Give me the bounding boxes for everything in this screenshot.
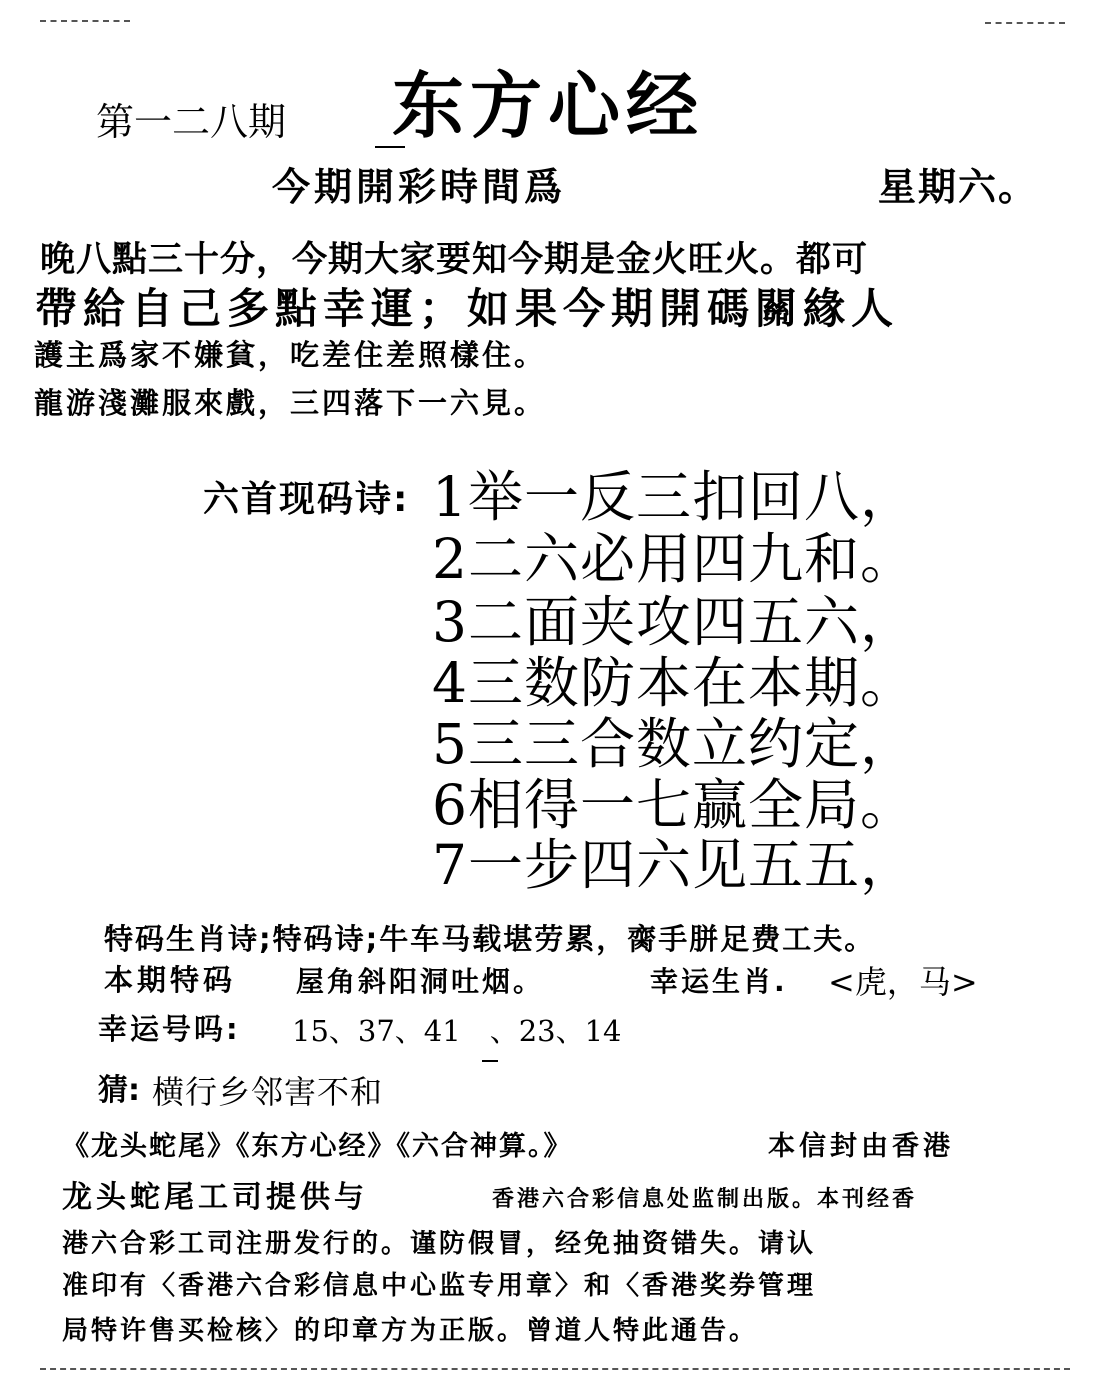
intro-line-1: 晚八點三十分，今期大家要知今期是金火旺火。都可: [40, 240, 869, 280]
issue-number: 第一二八期: [96, 100, 287, 144]
special-poem-line: 特码生肖诗;特码诗;牛车马载堪劳累，䐡手胼足费工夫。: [104, 922, 876, 956]
lucky-numbers: 15、37、41 、23、14: [292, 1014, 622, 1048]
lucky-zodiac-label: 幸运生肖.: [650, 965, 788, 998]
notice-line-5: 局特许售买检核〉的印章方为正版。曾道人特此通告。: [62, 1316, 759, 1346]
top-divider: [40, 20, 130, 22]
notice-line-1: 本信封由香港: [768, 1131, 954, 1162]
special-code-label: 本期特码: [104, 963, 237, 997]
intro-line-3: 護主爲家不嫌貧，吃差住差照樣住。: [34, 338, 547, 372]
poem-line-6: 6相得一七赢全局。: [432, 773, 916, 837]
special-code-text: 屋角斜阳洞吐烟。: [296, 965, 545, 998]
intro-line-4: 龍游淺灘服來戲，三四落下一六見。: [34, 386, 547, 420]
lucky-zodiac-value: <虎，马>: [828, 963, 978, 1001]
poem-line-2: 2二六必用四九和。: [432, 527, 916, 591]
notice-line-2a: 龙头蛇尾工司提供与: [62, 1180, 368, 1215]
draw-time-day: 星期六。: [878, 165, 1039, 209]
notice-line-3: 港六合彩工司注册发行的。谨防假冒，经免抽资错失。请认: [62, 1229, 817, 1259]
lucky-numbers-mark: [482, 1060, 498, 1062]
bottom-divider: [40, 1368, 1070, 1370]
lucky-numbers-label: 幸运号吗:: [98, 1012, 241, 1046]
poem-line-3: 3二面夹攻四五六，: [432, 590, 916, 654]
poem-line-4: 4三数防本在本期。: [432, 651, 916, 715]
notice-line-2b: 香港六合彩信息处监制出版。本刊经香: [492, 1187, 918, 1212]
notice-line-4: 准印有〈香港六合彩信息中心监专用章〉和〈香港奖券管理: [62, 1271, 817, 1301]
guess-label: 猜:: [98, 1073, 140, 1108]
poem-line-7: 7一步四六见五五，: [432, 833, 916, 897]
masthead-title: 东方心经: [392, 64, 705, 148]
poem-line-5: 5三三合数立约定，: [432, 712, 916, 776]
poem-line-1: 1举一反三扣回八，: [432, 465, 916, 529]
title-underline: [375, 146, 405, 148]
poem-label: 六首现码诗:: [203, 479, 410, 520]
draw-time-label: 今期開彩時間爲: [272, 165, 567, 209]
intro-line-2: 帶給自己多點幸運；如果今期開碼關緣人: [35, 284, 900, 333]
notice-titles: 《龙头蛇尾》《东方心经》《六合神算。》: [62, 1131, 573, 1162]
top-divider-right: [985, 22, 1065, 24]
guess-text: 横行乡邻害不和: [152, 1073, 384, 1111]
